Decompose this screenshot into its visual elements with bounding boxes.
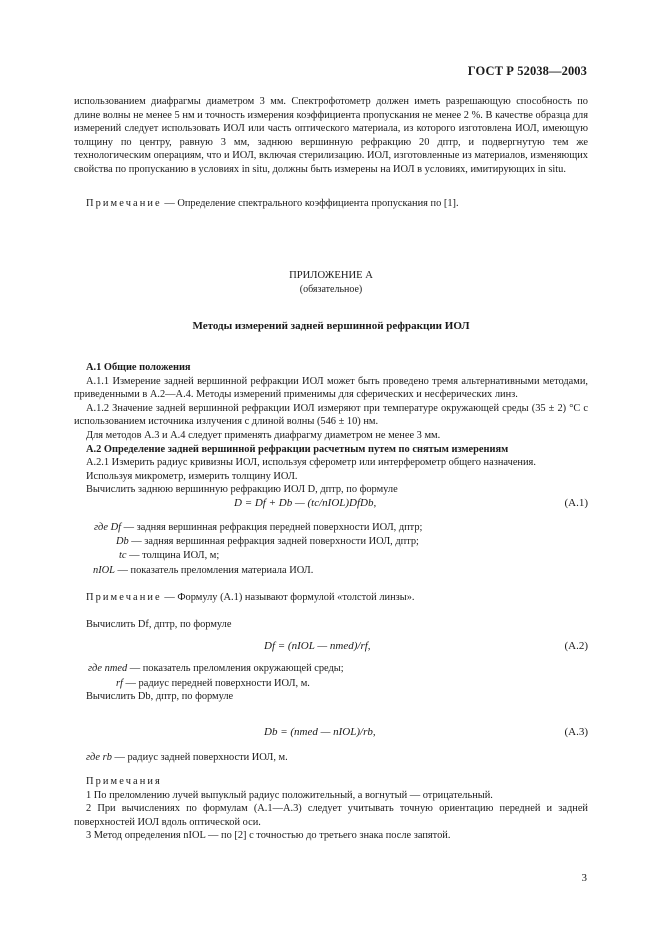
- intro-note: [74, 197, 588, 211]
- note-text: — Определение спектрального коэффициента пропускания по [1].: [161, 198, 459, 209]
- section-a2-p1: А.2.1 Измерить радиус кривизны ИОЛ, используя сферометр или интерферометр общего назначения.: [86, 457, 536, 469]
- document-header: ГОСТ Р 52038—2003: [467, 64, 587, 78]
- formula-a1-number: (А.1): [564, 497, 588, 509]
- appendix-title: ПРИЛОЖЕНИЕ А: [289, 270, 373, 281]
- formula-a2-number: (А.2): [564, 640, 588, 652]
- section-a2-p2: Используя микрометр, измерить толщину ИОЛ.: [86, 470, 298, 482]
- formula-a1-expr: D = Df + Db — (tc/nIOL)DfDb,: [234, 497, 377, 509]
- note-2: 2 При вычислениях по формулам (А.1—А.3) следует учитывать точную ориентацию передней и задней поверхностей ИОЛ вдоль оптической оси.: [74, 803, 588, 828]
- calc-df: Вычислить Df, дптр, по формуле: [86, 619, 232, 630]
- intro-block: [74, 95, 588, 177]
- formula-a2-expr: Df = (nIOL — nmed)/rf,: [264, 640, 371, 652]
- def-rb: где rb — радиус задней поверхности ИОЛ, м.: [86, 752, 288, 763]
- note-3: 3 Метод определения nIOL — по [2] с точностью до третьего знака после запятой.: [86, 830, 451, 842]
- section-a2-p3: Вычислить заднюю вершинную рефракцию ИОЛ D, дптр, по формуле: [86, 484, 398, 496]
- section-a1-p1: А.1.1 Измерение задней вершинной рефракции ИОЛ может быть проведено тремя альтернативными методами, приведенными в А.2—А.4. Методы измерений применимы для сферических и несферических линз.: [74, 375, 588, 401]
- section-a1-p3: Для методов А.3 и А.4 следует применять диафрагму диаметром не менее 3 мм.: [86, 429, 441, 441]
- formula-a3-number: (А.3): [564, 726, 588, 738]
- page-number: 3: [581, 872, 587, 884]
- formula-a1: [74, 497, 588, 513]
- intro-paragraph: использованием диафрагмы диаметром 3 мм. Спектрофотометр должен иметь разрешающую способность по длине волны не менее 5 нм и точность измерения коэффициента пропускания не менее 2 %. В качестве образца для измерений следует использовать ИОЛ или часть оптического материала, из которого изготовлена ИОЛ, имеющую толщину по центру, равную 3 мм, заднюю вершинную рефракцию 20 дптр, и подвергнутую тем же технологическим операциям, что и ИОЛ, включая стерилизацию. ИОЛ, изготовленные из материалов, изменяющих свойства по пропусканию в условиях in situ, должны быть измерены на ИОЛ в условиях, имитирующих in situ.: [74, 96, 588, 175]
- def-df: где Df — задняя вершинная рефракция передней поверхности ИОЛ, дптр;: [94, 522, 423, 533]
- calc-db: Вычислить Db, дптр, по формуле: [86, 691, 234, 702]
- section-a1: [74, 361, 588, 497]
- def-tc: tc — толщина ИОЛ, м;: [119, 550, 220, 561]
- note-1: 1 По преломлению лучей выпуклый радиус положительный, а вогнутый — отрицательный.: [86, 789, 493, 801]
- def-db: Db — задняя вершинная рефракция задней поверхности ИОЛ, дптр;: [116, 536, 419, 547]
- section-a1-heading: А.1 Общие положения: [86, 362, 191, 373]
- def-niol: nIOL — показатель преломления материала ИОЛ.: [93, 565, 314, 576]
- formula-a2: [74, 640, 588, 656]
- formula-a3-expr: Db = (nmed — nIOL)/rb,: [264, 726, 376, 738]
- appendix-heading: Методы измерений задней вершинной рефракции ИОЛ: [192, 320, 470, 332]
- def-rf: rf — радиус передней поверхности ИОЛ, м.: [116, 678, 310, 689]
- def-nmed: где nmed — показатель преломления окружающей среды;: [88, 663, 344, 674]
- note-a1: Примечание — Формулу (А.1) называют формулой «толстой линзы».: [86, 592, 415, 603]
- section-a1-p2: А.1.2 Значение задней вершинной рефракции ИОЛ измеряют при температуре окружающей среды (35 ± 2) °С с использованием источника излучения с длиной волны (546 ± 10) нм.: [74, 402, 588, 428]
- formula-a3: [74, 726, 588, 742]
- notes-block: [74, 775, 588, 843]
- notes-label: Примечания: [86, 776, 162, 787]
- appendix-status: (обязательное): [299, 284, 363, 295]
- section-a2-heading: А.2 Определение задней вершинной рефракции расчетным путем по снятым измерениям: [86, 443, 509, 455]
- note-label: Примечание: [86, 198, 162, 209]
